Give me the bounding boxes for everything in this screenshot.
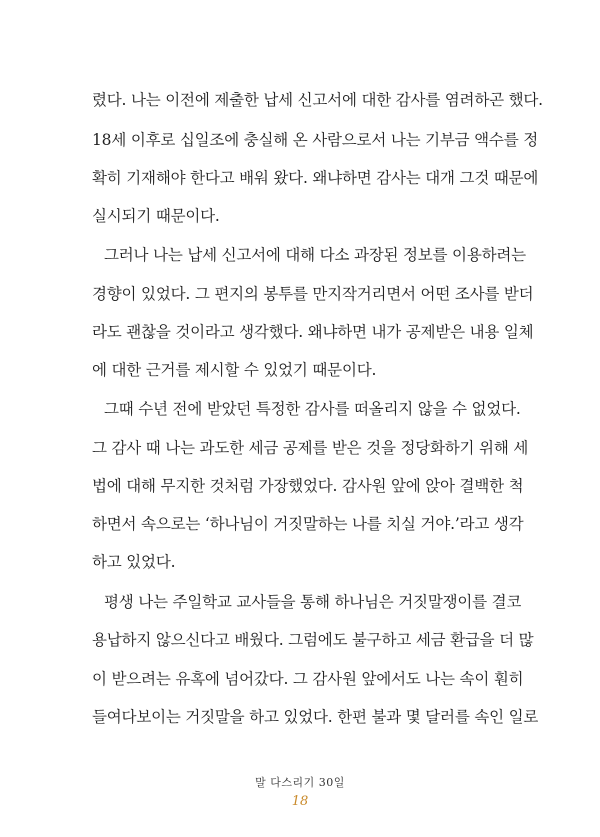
text-line: 이 받으려는 유혹에 넘어갔다. 그 감사원 앞에서도 나는 속이 훤히 bbox=[92, 670, 524, 688]
text-line: 법에 대해 무지한 것처럼 가장했었다. 감사원 앞에 앉아 결백한 척 bbox=[92, 477, 524, 495]
text-line: 18세 이후로 십일조에 충실해 온 사람으로서 나는 기부금 액수를 정 bbox=[92, 131, 538, 149]
text-line: 그 감사 때 나는 과도한 세금 공제를 받은 것을 정당화하기 위해 세 bbox=[92, 439, 529, 457]
paragraph-first-line: 평생 나는 주일학교 교사들을 통해 하나님은 거짓말쟁이를 결코 bbox=[104, 593, 522, 611]
footer-book-title: 말 다스리기 30일 bbox=[255, 776, 345, 789]
text-line: 경향이 있었다. 그 편지의 봉투를 만지작거리면서 어떤 조사를 받더 bbox=[92, 285, 534, 303]
text-line: 하면서 속으로는 ‘하나님이 거짓말하는 나를 치실 거야.’라고 생각 bbox=[92, 515, 524, 533]
text-line: 렸다. 나는 이전에 제출한 납세 신고서에 대한 감사를 염려하곤 했다. bbox=[92, 91, 543, 109]
text-line: 에 대한 근거를 제시할 수 있었기 때문이다. bbox=[92, 361, 377, 379]
text-line: 라도 괜찮을 것이라고 생각했다. 왜냐하면 내가 공제받은 내용 일체 bbox=[92, 323, 534, 341]
text-line: 실시되기 때문이다. bbox=[92, 207, 220, 225]
text-line: 들여다보이는 거짓말을 하고 있었다. 한편 불과 몇 달러를 속인 일로 bbox=[92, 708, 539, 726]
text-line: 확히 기재해야 한다고 배워 왔다. 왜냐하면 감사는 대개 그것 때문에 bbox=[92, 169, 539, 187]
text-line: 하고 있었다. bbox=[92, 553, 176, 571]
paragraph-first-line: 그때 수년 전에 받았던 특정한 감사를 떠올리지 않을 수 없었다. bbox=[104, 400, 521, 418]
paragraph-first-line: 그러나 나는 납세 신고서에 대해 다소 과장된 정보를 이용하려는 bbox=[104, 246, 526, 264]
text-line: 용납하지 않으신다고 배웠다. 그럼에도 불구하고 세금 환급을 더 많 bbox=[92, 631, 534, 649]
page-number: 18 bbox=[291, 794, 309, 809]
